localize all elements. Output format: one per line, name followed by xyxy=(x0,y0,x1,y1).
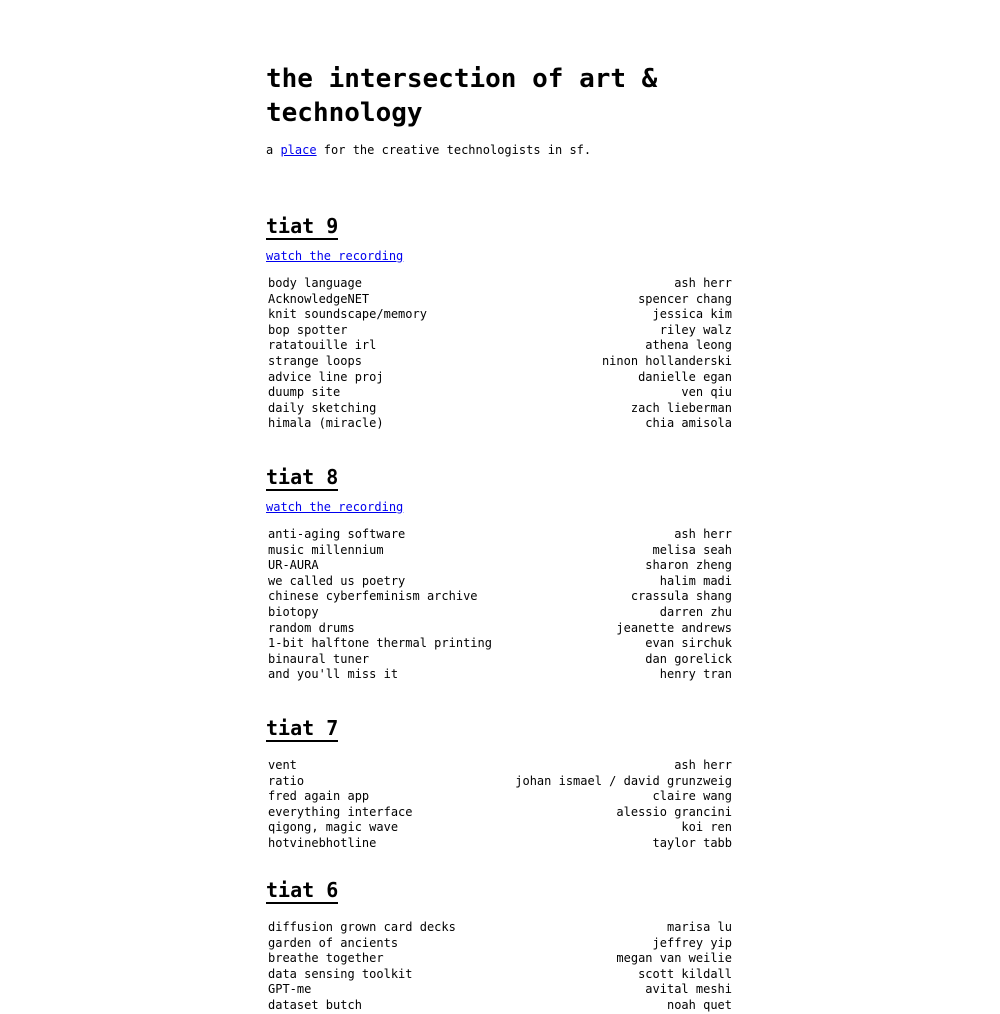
project-row xyxy=(266,820,734,836)
project-name: daily sketching xyxy=(268,400,377,415)
project-row xyxy=(266,589,734,605)
project-name: diffusion grown card decks xyxy=(268,920,456,934)
project-row xyxy=(266,982,734,998)
project-name: dataset butch xyxy=(268,997,362,1012)
project-author: megan van weilie xyxy=(616,951,732,966)
project-author: sharon zheng xyxy=(645,558,732,573)
project-name: chinese cyberfeminism archive xyxy=(268,589,478,604)
project-name: himala (miracle) xyxy=(268,416,384,431)
project-author: spencer chang xyxy=(638,291,732,306)
project-author: scott kildall xyxy=(638,966,732,981)
project-author: darren zhu xyxy=(659,604,732,619)
project-name: duump site xyxy=(268,385,341,400)
project-author: marisa lu xyxy=(666,920,732,934)
project-name: biotopy xyxy=(268,604,319,619)
event-title: tiat 8 xyxy=(266,465,339,489)
project-author: jessica kim xyxy=(652,307,732,322)
project-author: riley walz xyxy=(659,322,732,337)
project-row xyxy=(266,354,734,370)
project-name: ratatouille irl xyxy=(268,338,377,353)
project-name: ratio xyxy=(268,773,305,788)
project-name: AcknowledgeNET xyxy=(268,291,370,306)
project-name: we called us poetry xyxy=(268,573,406,588)
event-title: tiat 9 xyxy=(266,214,339,238)
project-row xyxy=(266,307,734,323)
project-row xyxy=(266,998,734,1014)
project-row xyxy=(266,292,734,308)
project-name: body language xyxy=(268,276,362,290)
project-name: advice line proj xyxy=(268,369,384,384)
project-name: GPT-me xyxy=(268,982,312,997)
place-link[interactable]: place xyxy=(280,143,317,157)
project-author: claire wang xyxy=(652,789,732,804)
event-section-tiat-9 xyxy=(266,214,734,432)
project-name: fred again app xyxy=(268,789,370,804)
project-row xyxy=(266,920,734,936)
project-row xyxy=(266,967,734,983)
event-section-tiat-8 xyxy=(266,465,734,683)
project-author: ash herr xyxy=(674,527,732,541)
project-author: melisa seah xyxy=(652,542,732,557)
project-row xyxy=(266,338,734,354)
project-row xyxy=(266,543,734,559)
event-section-tiat-7 xyxy=(266,716,734,852)
project-author: zach lieberman xyxy=(630,400,732,415)
project-row xyxy=(266,401,734,417)
watch-recording-link[interactable]: watch the recording xyxy=(266,500,404,514)
project-row xyxy=(266,370,734,386)
event-section-tiat-6 xyxy=(266,878,734,1014)
project-author: johan ismael / david grunzweig xyxy=(515,773,732,788)
tagline-suffix: for the creative technologists in sf. xyxy=(316,143,592,157)
project-list xyxy=(266,527,734,683)
project-row xyxy=(266,558,734,574)
project-row xyxy=(266,758,734,774)
project-row xyxy=(266,574,734,590)
project-name: hotvinebhotline xyxy=(268,835,377,850)
project-row xyxy=(266,323,734,339)
project-author: noah quet xyxy=(666,997,732,1012)
project-author: ash herr xyxy=(674,758,732,772)
project-name: knit soundscape/memory xyxy=(268,307,427,322)
project-name: data sensing toolkit xyxy=(268,966,413,981)
project-row xyxy=(266,605,734,621)
project-author: avital meshi xyxy=(645,982,732,997)
main-column xyxy=(266,62,734,1012)
project-name: garden of ancients xyxy=(268,935,399,950)
project-name: vent xyxy=(268,758,297,772)
watch-recording-link[interactable]: watch the recording xyxy=(266,249,404,263)
project-row xyxy=(266,774,734,790)
project-author: jeffrey yip xyxy=(652,935,732,950)
project-author: crassula shang xyxy=(630,589,732,604)
project-author: dan gorelick xyxy=(645,651,732,666)
project-author: henry tran xyxy=(659,667,732,682)
project-author: ash herr xyxy=(674,276,732,290)
project-author: evan sirchuk xyxy=(645,636,732,651)
project-row xyxy=(266,527,734,543)
project-name: everything interface xyxy=(268,804,413,819)
project-row xyxy=(266,276,734,292)
tagline xyxy=(266,142,734,158)
project-row xyxy=(266,789,734,805)
project-name: anti-aging software xyxy=(268,527,406,541)
project-row xyxy=(266,385,734,401)
project-row xyxy=(266,652,734,668)
project-row xyxy=(266,621,734,637)
project-list xyxy=(266,920,734,1014)
project-author: jeanette andrews xyxy=(616,620,732,635)
project-author: danielle egan xyxy=(638,369,732,384)
event-title: tiat 7 xyxy=(266,716,339,740)
project-author: ven qiu xyxy=(681,385,732,400)
project-name: random drums xyxy=(268,620,355,635)
project-row xyxy=(266,951,734,967)
project-list xyxy=(266,276,734,432)
project-row xyxy=(266,836,734,852)
project-name: breathe together xyxy=(268,951,384,966)
tagline-prefix: a xyxy=(266,143,281,157)
project-row xyxy=(266,636,734,652)
project-name: UR-AURA xyxy=(268,558,319,573)
project-name: binaural tuner xyxy=(268,651,370,666)
event-title: tiat 6 xyxy=(266,878,339,902)
project-list xyxy=(266,758,734,852)
project-author: halim madi xyxy=(659,573,732,588)
project-name: 1-bit halftone thermal printing xyxy=(268,636,492,651)
project-author: alessio grancini xyxy=(616,804,732,819)
project-name: and you'll miss it xyxy=(268,667,399,682)
project-author: chia amisola xyxy=(645,416,732,431)
project-author: athena leong xyxy=(645,338,732,353)
project-name: qigong, magic wave xyxy=(268,820,399,835)
project-name: bop spotter xyxy=(268,322,348,337)
project-row xyxy=(266,805,734,821)
project-row xyxy=(266,936,734,952)
project-author: koi ren xyxy=(681,820,732,835)
project-row xyxy=(266,416,734,432)
project-row xyxy=(266,667,734,683)
project-name: music millennium xyxy=(268,542,384,557)
page-title: the intersection of art & technology xyxy=(266,64,658,128)
project-name: strange loops xyxy=(268,353,362,368)
project-author: ninon hollanderski xyxy=(601,353,732,368)
project-author: taylor tabb xyxy=(652,835,732,850)
